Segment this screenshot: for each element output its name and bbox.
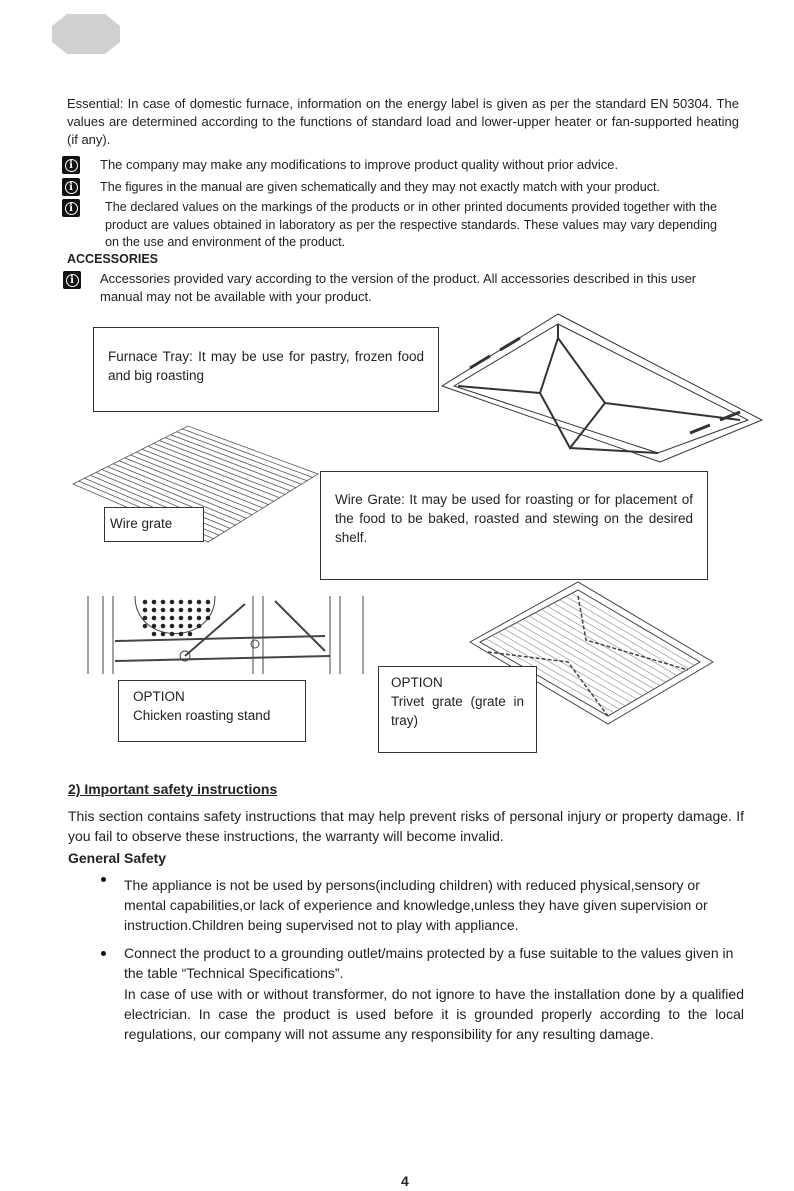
trivet-grate-box — [378, 666, 537, 753]
safety-heading: 2) Important safety instructions — [68, 781, 278, 797]
trivet-option-label: OPTION — [391, 675, 443, 690]
info-icon: i — [63, 271, 81, 289]
bullet-icon — [101, 951, 106, 956]
safety-bullet-2-extra: In case of use with or without transformer, do not ignore to have the installation done by a qualified electrician. In case the product is used before it is grounded properly according to the local regulations, our company will not assume any responsibility for any resulting damage. — [124, 986, 744, 1042]
wire-grate-label-box — [104, 507, 204, 542]
note-3: The declared values on the markings of the products or in other printed documents provided together with the product are values obtained in laboratory as per the respective standards. These values may vary depending on the use and environment of the product. — [105, 200, 717, 249]
furnace-tray-text: Furnace Tray: It may be use for pastry, frozen food and big roasting — [108, 349, 424, 383]
trivet-grate-text: Trivet grate (grate in tray) — [391, 694, 524, 728]
furnace-tray-illustration — [440, 308, 772, 464]
chicken-option-label: OPTION — [133, 689, 185, 704]
chicken-stand-illustration — [85, 596, 367, 676]
wire-grate-label: Wire grate — [110, 516, 173, 531]
safety-intro: This section contains safety instructions that may help prevent risks of personal injury or property damage. If you fail to observe these instructions, the warranty will become invalid. — [68, 808, 744, 844]
accessories-note: Accessories provided vary according to the version of the product. All accessories described in this user manual may not be available with your product. — [100, 271, 697, 304]
furnace-tray-box — [93, 327, 439, 412]
page-marker-octagon — [52, 14, 120, 54]
safety-bullet-1: The appliance is not be used by persons(including children) with reduced physical,sensory or mental capabilities,or lack of experience and knowledge,unless they have given supervision or instruction.Children being supervised not to play with appliance. — [124, 877, 708, 933]
safety-bullet-2: Connect the product to a grounding outlet/mains protected by a fuse suitable to the values given in the table “Technical Specifications”. — [124, 945, 734, 981]
intro-paragraph: Essential: In case of domestic furnace, information on the energy label is given as per the standard EN 50304. The values are determined according to the functions of standard load and lower-upper heater or fan-supported heating (if any). — [67, 96, 739, 147]
info-icon: i — [62, 199, 80, 217]
wire-grate-box — [320, 471, 708, 580]
note-1: The company may make any modifications to improve product quality without prior advice. — [100, 157, 619, 172]
general-safety-heading: General Safety — [68, 850, 167, 866]
info-icon: i — [62, 178, 80, 196]
page-number: 4 — [401, 1173, 409, 1189]
info-icon: i — [62, 156, 80, 174]
note-2: The figures in the manual are given schematically and they may not exactly match with your product. — [100, 180, 660, 194]
accessories-heading: ACCESSORIES — [67, 252, 158, 266]
wire-grate-text: Wire Grate: It may be used for roasting or for placement of the food to be baked, roasted and stewing on the desired shelf. — [335, 492, 693, 545]
chicken-stand-text: Chicken roasting stand — [133, 708, 271, 723]
chicken-stand-box — [118, 680, 306, 742]
bullet-icon — [101, 877, 106, 882]
